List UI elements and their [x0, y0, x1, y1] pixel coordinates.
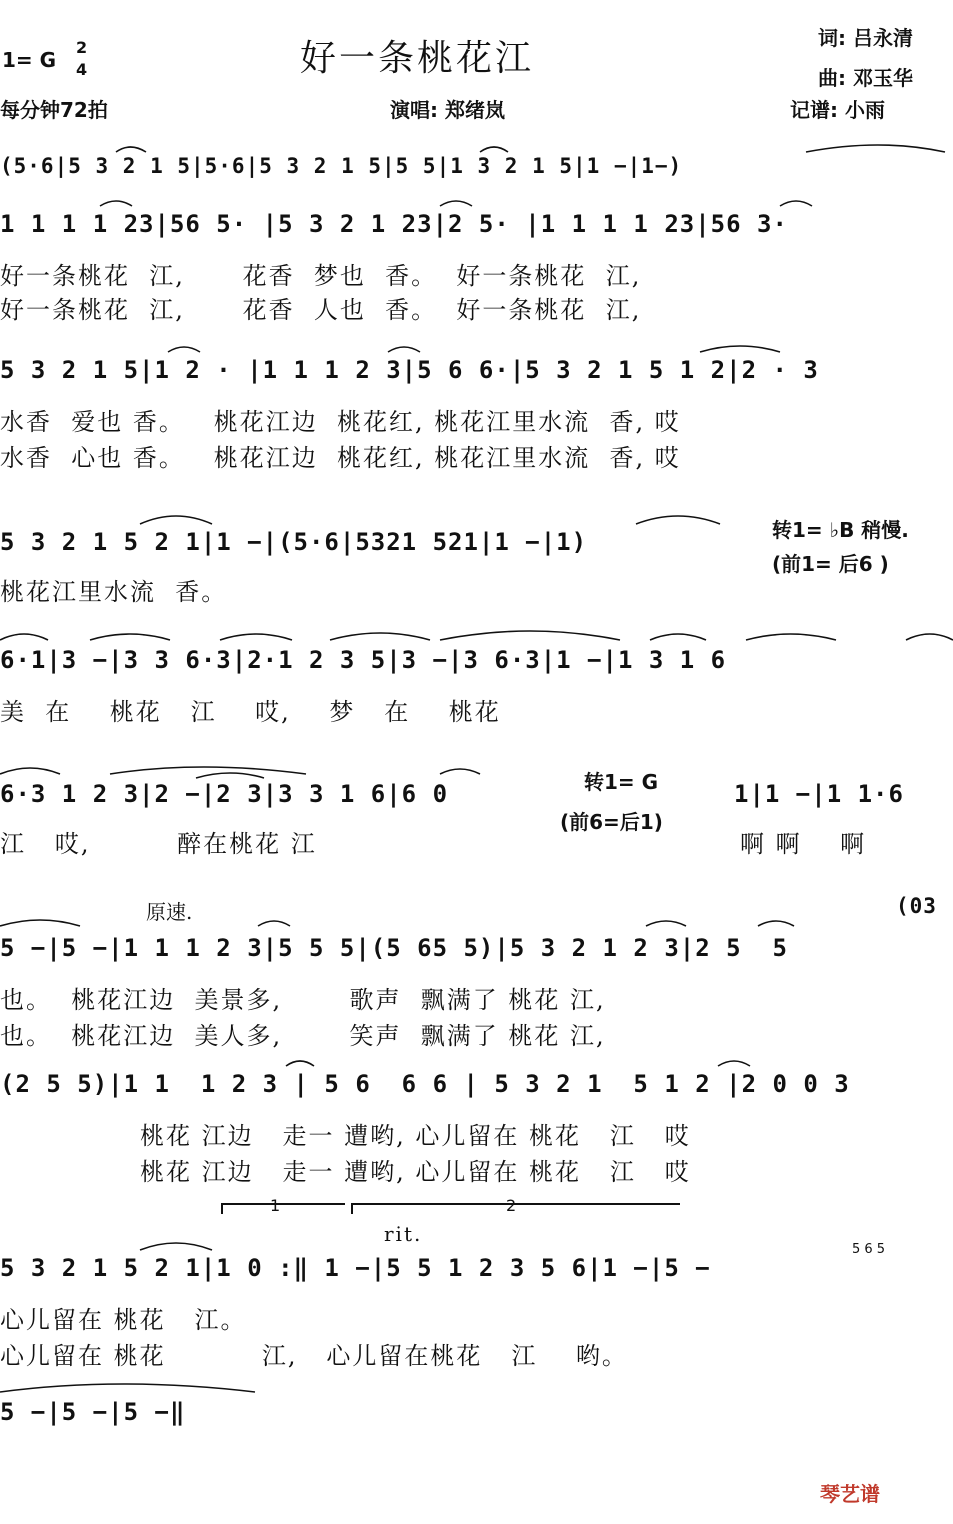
- lyrics-line-9-verse-1: 心儿留在 桃花 江。: [0, 1306, 247, 1334]
- slur: [116, 147, 146, 152]
- slur: [168, 347, 200, 352]
- transcriber: 记谱: 小雨: [790, 98, 885, 122]
- lyrics-line-7-verse-1: 也。 桃花江边 美景多, 歌声 飘满了 桃花 江,: [0, 986, 606, 1014]
- score-line-6: 6·3 1 2 3|2 −|2 3|3 3 1 6|6 0: [0, 780, 449, 808]
- tempo-primo: 原速.: [146, 900, 193, 924]
- key-change-flat-b: 转1= ♭B 稍慢.: [772, 518, 909, 542]
- slur: [758, 921, 794, 926]
- volta-2-bracket: [352, 1204, 680, 1214]
- slur: [140, 1243, 212, 1250]
- composer: 曲: 邓玉华: [818, 66, 913, 90]
- score-line-5: 6·1|3 −|3 3 6·3|2·1 2 3 5|3 −|3 6·3|1 −|1 3 1 6: [0, 646, 727, 674]
- lyrics-line-2-verse-2: 好一条桃花 江, 花香 人也 香。 好一条桃花 江,: [0, 296, 642, 324]
- slur: [780, 201, 812, 206]
- lyrics-line-3-verse-1: 水香 爱也 香。 桃花江边 桃花红, 桃花江里水流 香, 哎: [0, 408, 681, 436]
- singer: 演唱: 郑绪岚: [390, 98, 505, 122]
- aah-melody: 1|1 −|1 1·6: [734, 780, 904, 808]
- lyrics-line-4: 桃花江里水流 香。: [0, 578, 228, 606]
- slur: [636, 516, 720, 524]
- tempo-marking: 每分钟72拍: [0, 98, 108, 122]
- score-line-10: 5 −|5 −|5 −‖: [0, 1398, 186, 1426]
- slur: [440, 769, 480, 774]
- slur: [100, 201, 132, 206]
- key-change-g-relation: (前6=后1): [560, 810, 663, 834]
- lyrics-line-9-verse-2: 心儿留在 桃花 江, 心儿留在桃花 江 哟。: [0, 1342, 628, 1370]
- lyrics-line-7-verse-2: 也。 桃花江边 美人多, 笑声 飘满了 桃花 江,: [0, 1022, 606, 1050]
- key-change-flat-b-relation: (前1= 后6 ): [772, 552, 889, 576]
- key-signature: 1= G: [2, 48, 57, 72]
- lyrics-line-3-verse-2: 水香 心也 香。 桃花江边 桃花红, 桃花江里水流 香, 哎: [0, 444, 681, 472]
- lyrics-line-5: 美 在 桃花 江 哎, 梦 在 桃花: [0, 698, 501, 726]
- lyricist: 词: 吕永清: [818, 26, 913, 50]
- aah-lyrics: 啊 啊 啊: [740, 830, 867, 858]
- score-line-3: 5 3 2 1 5|1 2 · |1 1 1 2 3|5 6 6·|5 3 2 1 5 1 2|2 · 3: [0, 356, 819, 384]
- slur: [258, 921, 290, 926]
- slur: [0, 634, 48, 640]
- slur: [906, 634, 953, 640]
- time-signature-bottom: 4: [76, 60, 88, 79]
- slur: [140, 516, 212, 524]
- ritardando: rit.: [384, 1222, 423, 1246]
- lyrics-line-8-verse-1: 桃花 江边 走一 遭哟, 心儿留在 桃花 江 哎: [140, 1122, 691, 1150]
- slur: [196, 773, 264, 778]
- song-title: 好一条桃花江: [300, 38, 535, 79]
- grace-notes: 5 6 5: [852, 1242, 886, 1257]
- slur: [440, 631, 620, 640]
- slur: [440, 201, 472, 206]
- volta-1-bracket: [222, 1204, 345, 1214]
- score-line-9: 5 3 2 1 5 2 1|1 0 :‖ 1 −|5 5 1 2 3 5 6|1 −|5 −: [0, 1254, 711, 1282]
- slur: [0, 1384, 255, 1392]
- volta-1-label: 1: [270, 1196, 281, 1215]
- slur: [746, 634, 836, 640]
- slur: [388, 347, 420, 352]
- slur: [90, 634, 170, 640]
- slur: [110, 767, 306, 774]
- pickup-note: (03: [896, 894, 937, 918]
- volta-2-label: 2: [506, 1196, 517, 1215]
- score-line-2: 1 1 1 1 23|56 5· |5 3 2 1 23|2 5· |1 1 1 1 23|56 3·: [0, 210, 788, 238]
- slur: [646, 921, 686, 926]
- lyrics-line-2-verse-1: 好一条桃花 江, 花香 梦也 香。 好一条桃花 江,: [0, 262, 642, 290]
- slur: [480, 147, 508, 152]
- slur: [718, 1061, 750, 1066]
- slur: [286, 1061, 314, 1066]
- score-line-4: 5 3 2 1 5 2 1|1 −|(5·6|5321 521|1 −|1): [0, 528, 588, 556]
- slur: [220, 634, 292, 640]
- slur: [0, 768, 60, 774]
- key-change-g: 转1= G: [584, 770, 659, 794]
- score-line-8: (2 5 5)|1 1 1 2 3 | 5 6 6 6 | 5 3 2 1 5 1 2 |2 0 0 3: [0, 1070, 850, 1098]
- slur: [0, 920, 80, 926]
- score-line-1: (5·6|5 3 2 1 5|5·6|5 3 2 1 5|5 5|1 3 2 1 5|1 −|1−): [0, 154, 683, 178]
- slur: [700, 346, 780, 352]
- lyrics-line-6: 江 哎, 醉在桃花 江: [0, 830, 317, 858]
- slur: [650, 634, 706, 640]
- slur: [330, 633, 430, 640]
- time-signature-top: 2: [76, 38, 88, 57]
- score-line-7: 5 −|5 −|1 1 1 2 3|5 5 5|(5 65 5)|5 3 2 1 2 3|2 5 5: [0, 934, 788, 962]
- lyrics-line-8-verse-2: 桃花 江边 走一 遭哟, 心儿留在 桃花 江 哎: [140, 1158, 691, 1186]
- slur: [806, 145, 945, 152]
- watermark-logo: 琴艺谱: [820, 1482, 880, 1506]
